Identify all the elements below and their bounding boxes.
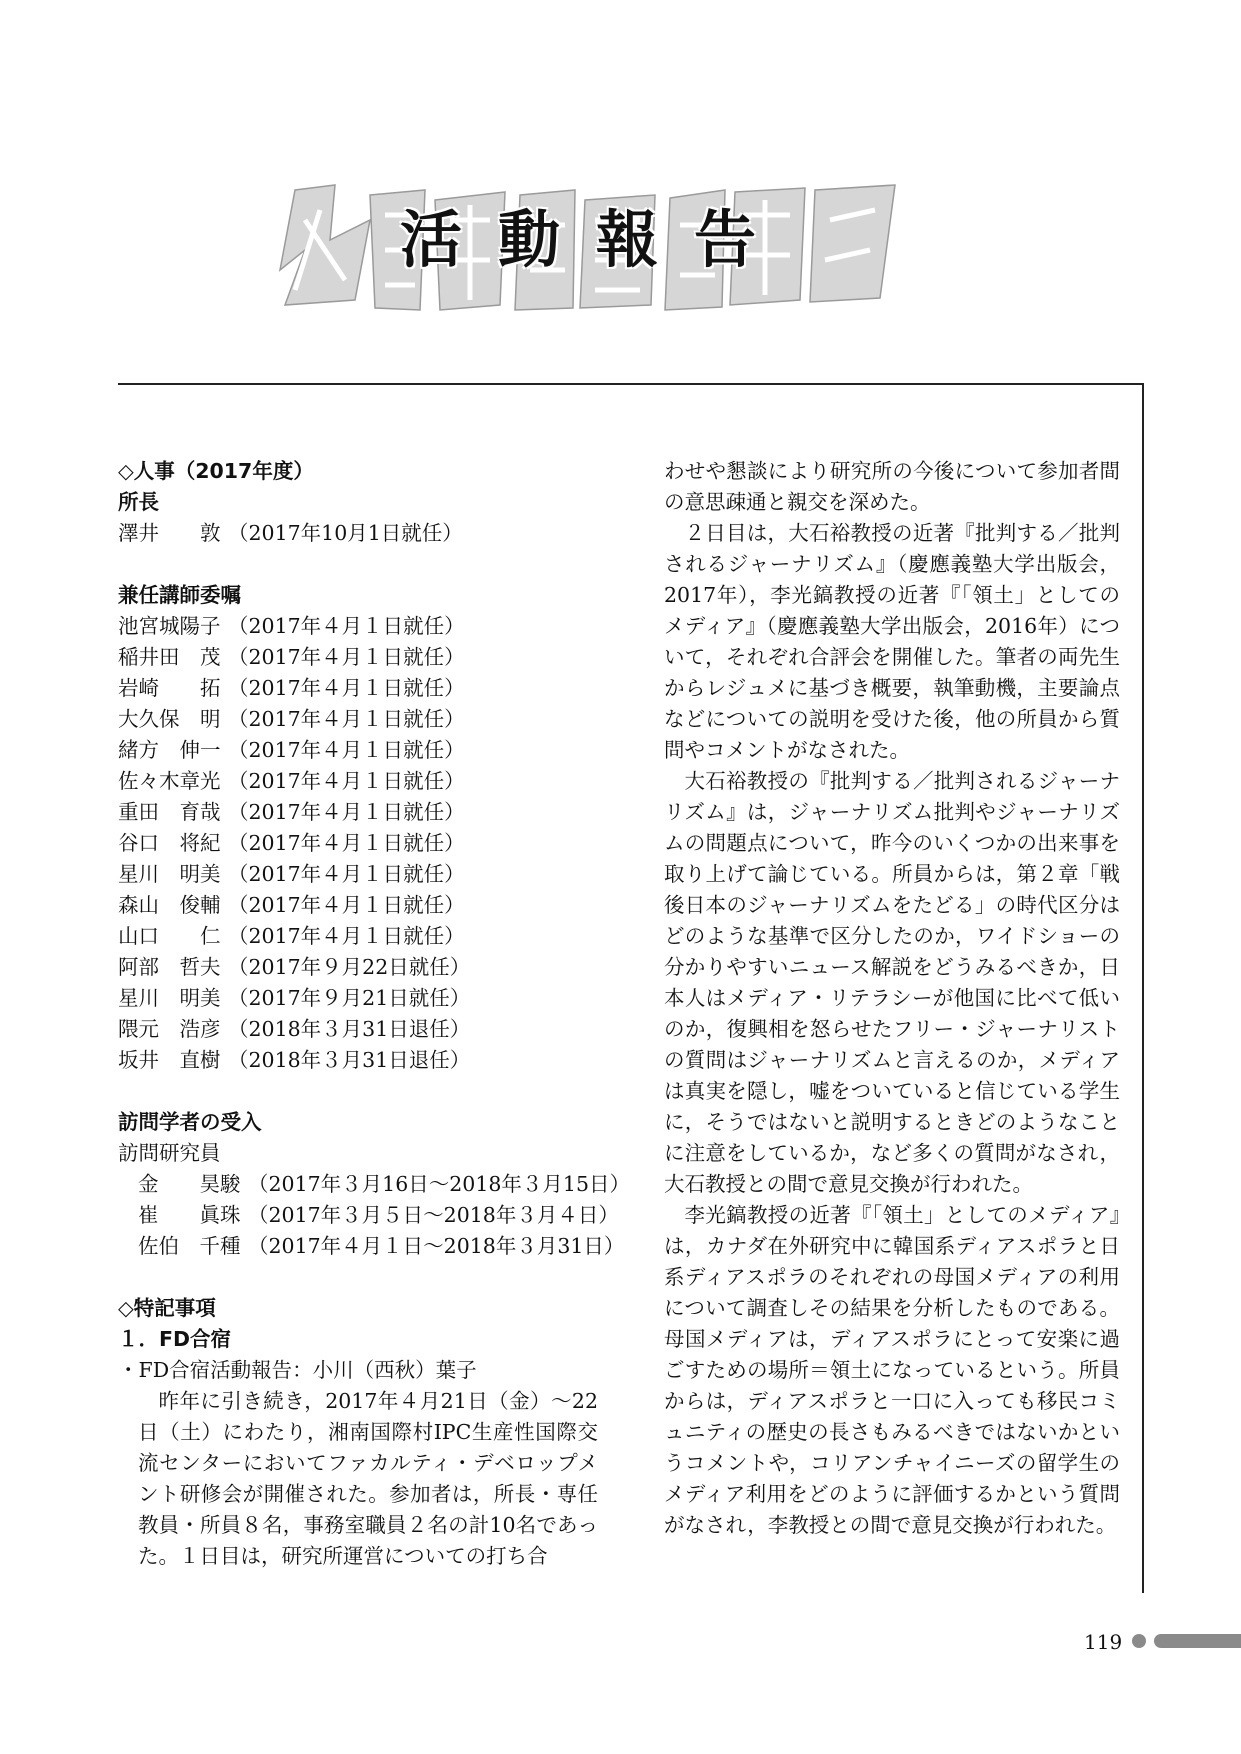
lecturer-entry: 山口 仁 （2017年４月１日就任） bbox=[118, 924, 465, 948]
section-heading-notes: ◇特記事項 bbox=[118, 1296, 216, 1320]
director-heading: 所長 bbox=[118, 490, 159, 514]
director-note: （2017年10月1日就任） bbox=[228, 521, 463, 545]
visitors-subheading: 訪問研究員 bbox=[118, 1141, 221, 1165]
lecturer-entry: 佐々木章光 （2017年４月１日就任） bbox=[118, 769, 465, 793]
lecturer-entry: 谷口 将紀 （2017年４月１日就任） bbox=[118, 831, 465, 855]
lecturer-entry: 池宮城陽子 （2017年４月１日就任） bbox=[118, 614, 465, 638]
lecturer-entry: 坂井 直樹 （2018年３月31日退任） bbox=[118, 1048, 471, 1072]
lecturer-entry: 阿部 哲夫 （2017年９月22日就任） bbox=[118, 955, 471, 979]
fd-paragraph: 昨年に引き続き，2017年４月21日（金）～22日（土）にわたり，湘南国際村IPC生産性国際交流センターにおいてファカルティ・デベロップメント研修会が開催された。参加者は，所長・専任教員・所員８名，事務室職員２名の計10名であった。１日目は，研究所運営についての打ち合 bbox=[138, 1389, 598, 1568]
paragraph-3: 大石裕教授の『批判する／批判されるジャーナリズム』は，ジャーナリズム批判やジャーナリズムの問題点について，昨今のいくつかの出来事を取り上げて論じている。所員からは，第２章「戦後日本のジャーナリズムをたどる」の時代区分はどのような基準で区分したのか，ワイドショーの分かりやすいニュース解説をどうみるべきか，日本人はメディア・リテラシーが他国に比べて低いのか，復興相を怒らせたフリー・ジャーナリストの質問はジャーナリズムと言えるのか，メディアは真実を隠し，嘘をついていると信じている学生に，そうではないと説明するときどのようなことに注意をしているか，など多くの質問がなされ，大石教授との間で意見交換が行われた。 bbox=[664, 769, 1120, 1196]
left-column bbox=[118, 456, 631, 1572]
lecturer-entry: 岩崎 拓 （2017年４月１日就任） bbox=[118, 676, 465, 700]
page-number: 119 bbox=[1084, 1630, 1123, 1654]
fd-paragraph-block bbox=[118, 1386, 598, 1572]
page-bar-decoration bbox=[1154, 1634, 1241, 1648]
paragraph-4: 李光鎬教授の近著『「領土」としてのメディア』は，カナダ在外研究中に韓国系ディアスポラと日系ディアスポラのそれぞれの母国メディアの利用について調査しその結果を分析したものである。母国メディアは，ディアスポラにとって安楽に過ごすための場所＝領土になっているという。所員からは，ディアスポラと一口に入っても移民コミュニティの歴史の長さもみるべきではないかというコメントや，コリアンチャイニーズの留学生のメディア利用をどのように評価するかという質問がなされ，李教授との間で意見交換が行われた。 bbox=[664, 1203, 1120, 1537]
frame-top-rule bbox=[118, 383, 1144, 385]
lecturer-entry: 隈元 浩彦 （2018年３月31日退任） bbox=[118, 1017, 471, 1041]
fd-report-title: ・FD合宿活動報告：小川（西秋）葉子 bbox=[118, 1358, 477, 1382]
paragraph-1: わせや懇談により研究所の今後について参加者間の意思疎通と親交を深めた。 bbox=[664, 459, 1120, 514]
paragraph-2: ２日目は，大石裕教授の近著『批判する／批判されるジャーナリズム』（慶應義塾大学出版会，2017年），李光鎬教授の近著『「領土」としてのメディア』（慶應義塾大学出版会，2016年）について，それぞれ合評会を開催した。筆者の両先生からレジュメに基づき概要，執筆動機，主要論点などについての説明を受けた後，他の所員から質問やコメントがなされた。 bbox=[664, 521, 1120, 762]
visitor-entry: 崔 眞珠 （2017年３月５日～2018年３月４日） bbox=[138, 1203, 619, 1227]
visitor-entry: 佐伯 千種 （2017年４月１日～2018年３月31日） bbox=[138, 1234, 625, 1258]
lecturer-entry: 重田 育哉 （2017年４月１日就任） bbox=[118, 800, 465, 824]
lecturer-entry: 緒方 伸一 （2017年４月１日就任） bbox=[118, 738, 465, 762]
section-heading-personnel: ◇人事（2017年度） bbox=[118, 459, 314, 483]
lecturers-heading: 兼任講師委嘱 bbox=[118, 583, 241, 607]
director-name: 澤井 敦 bbox=[118, 521, 221, 545]
lecturer-entry: 大久保 明 （2017年４月１日就任） bbox=[118, 707, 465, 731]
lecturer-entry: 森山 俊輔 （2017年４月１日就任） bbox=[118, 893, 465, 917]
director-entry bbox=[118, 518, 598, 549]
lecturer-list bbox=[118, 611, 598, 1076]
lecturer-entry: 星川 明美 （2017年４月１日就任） bbox=[118, 862, 465, 886]
frame-right-rule bbox=[1142, 383, 1144, 1593]
visitors-heading: 訪問学者の受入 bbox=[118, 1110, 262, 1134]
page-title: 活動報告 bbox=[400, 203, 793, 276]
page-dot-decoration bbox=[1132, 1634, 1146, 1648]
visitor-list bbox=[118, 1169, 631, 1262]
visitor-entry: 金 昊駿 （2017年３月16日～2018年３月15日） bbox=[138, 1172, 631, 1196]
lecturer-entry: 稲井田 茂 （2017年４月１日就任） bbox=[118, 645, 465, 669]
fd-heading: １．FD合宿 bbox=[118, 1327, 232, 1351]
right-column bbox=[664, 456, 1120, 1541]
lecturer-entry: 星川 明美 （2017年９月21日就任） bbox=[118, 986, 471, 1010]
